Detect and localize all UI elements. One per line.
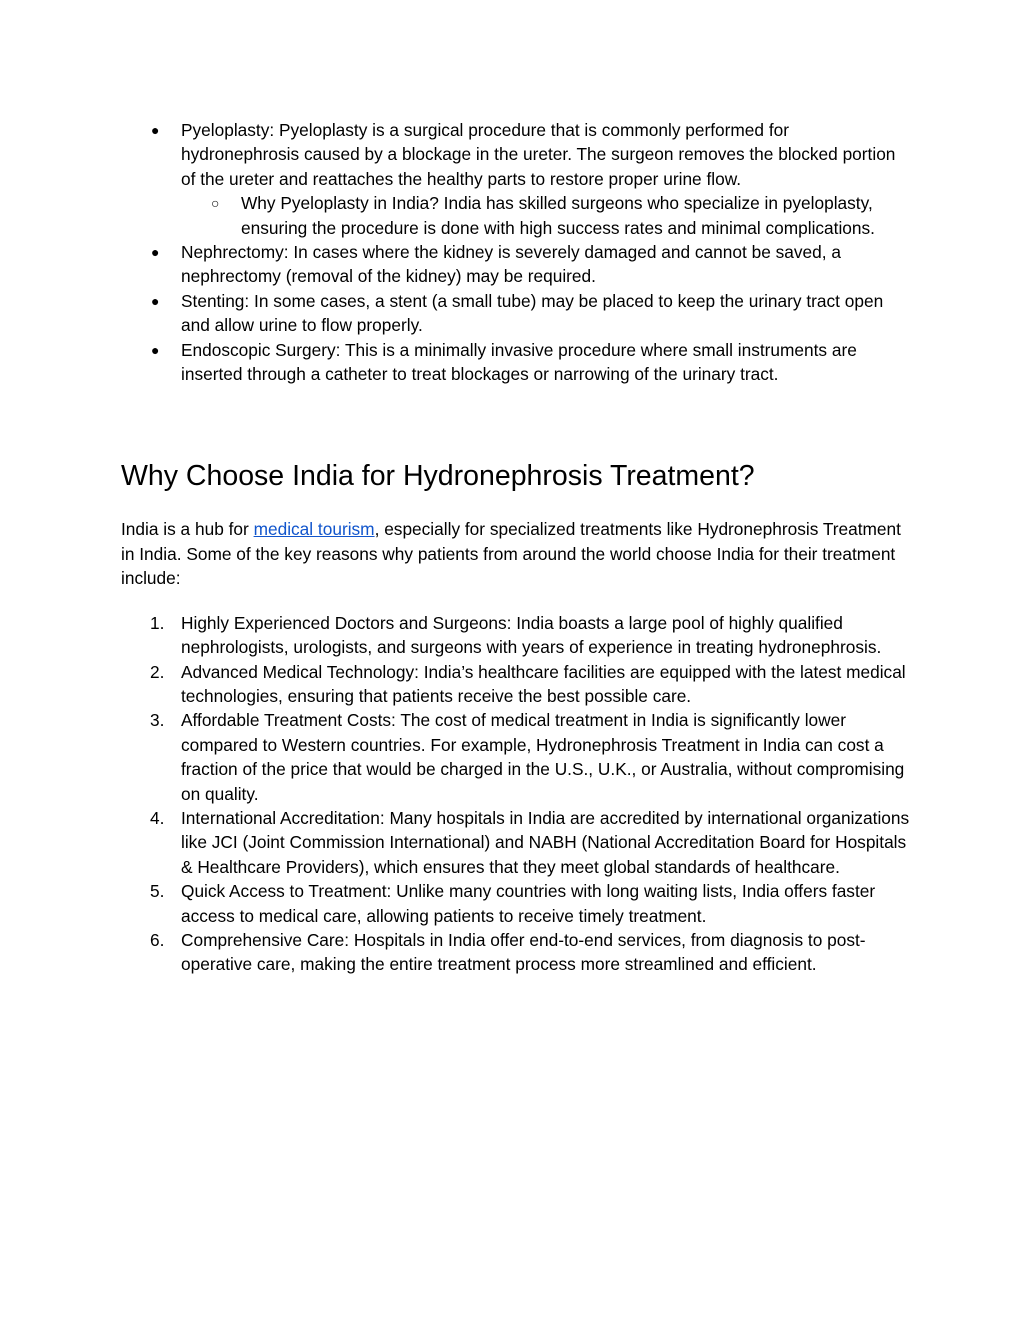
list-number: 5. (150, 881, 165, 902)
list-item-text: Advanced Medical Technology: India’s healthcare facilities are equipped with the latest medical technologies, ensuring that patients receive the best possible care. (181, 661, 906, 706)
sub-list-item-text: Why Pyeloplasty in India? India has skilled surgeons who specialize in pyeloplasty, ensuring the procedure is done with high success rates and minimal complications. (241, 193, 875, 238)
list-item-text: Endoscopic Surgery: This is a minimally invasive procedure where small instruments are inserted through a catheter to treat blockages or narrowing of the urinary tract. (181, 339, 857, 385)
list-item (121, 928, 911, 977)
medical-tourism-link[interactable]: medical tourism (253, 519, 375, 540)
list-item (121, 611, 911, 660)
bullet-icon: ● (151, 244, 160, 261)
intro-text-after: , especially for specialized treatments like Hydronephrosis Treatment in India. Some of the key reasons why patients from around the world choose India for their treatment include: (121, 519, 901, 589)
list-item (121, 660, 911, 709)
intro-paragraph (121, 517, 911, 590)
bullet-icon: ● (151, 122, 160, 138)
section-heading: Why Choose India for Hydronephrosis Treatment? (121, 460, 755, 493)
list-item (121, 118, 911, 240)
list-item-text: Affordable Treatment Costs: The cost of medical treatment in India is significantly lower compared to Western countries. For example, Hydronephrosis Treatment in India can cost a fraction of the price that would be charged in the U.S., U.K., or Australia, without compromising on quality. (181, 710, 905, 804)
list-item-text: International Accreditation: Many hospitals in India are accredited by international organizations like JCI (Joint Commission International) and NABH (National Accreditation Board for Hospitals & Healthcare Providers), which ensures that they meet global standards of healthcare. (181, 807, 910, 877)
list-number: 6. (150, 929, 165, 950)
list-item-text: Highly Experienced Doctors and Surgeons: India boasts a large pool of highly qualified nephrologists, urologists, and surgeons with years of experience in treating hydronephrosis. (181, 612, 882, 658)
list-number: 1. (150, 612, 165, 633)
intro-text-before: India is a hub for (121, 519, 254, 540)
list-item-text: Nephrectomy: In cases where the kidney is severely damaged and cannot be saved, a nephrectomy (removal of the kidney) may be required. (181, 242, 841, 287)
sub-list-item (181, 191, 911, 240)
procedure-sub-list (181, 191, 911, 240)
procedure-list (121, 118, 911, 386)
bullet-icon: ● (151, 292, 160, 309)
list-item (121, 708, 911, 806)
list-number: 4. (150, 807, 165, 828)
list-item (121, 806, 911, 879)
list-item-text: Stenting: In some cases, a stent (a small tube) may be placed to keep the urinary tract open and allow urine to flow properly. (181, 290, 884, 336)
list-item (121, 289, 911, 338)
document-content (121, 118, 911, 977)
list-item (121, 879, 911, 928)
list-item (121, 240, 911, 289)
reasons-list (121, 611, 911, 977)
list-item-text: Comprehensive Care: Hospitals in India offer end-to-end services, from diagnosis to post-operative care, making the entire treatment process more streamlined and efficient. (181, 929, 866, 975)
list-number: 3. (150, 710, 165, 731)
bullet-icon: ● (151, 341, 160, 358)
list-number: 2. (150, 661, 165, 682)
hollow-bullet-icon: ○ (211, 195, 220, 212)
list-item (121, 338, 911, 387)
list-item-text: Pyeloplasty: Pyeloplasty is a surgical procedure that is commonly performed for hydronephrosis caused by a blockage in the ureter. The surgeon removes the blocked portion of the ureter and reattaches the healthy parts to restore proper urine flow. (181, 120, 896, 189)
list-item-text: Quick Access to Treatment: Unlike many countries with long waiting lists, India offers faster access to medical care, allowing patients to receive timely treatment. (181, 881, 876, 926)
